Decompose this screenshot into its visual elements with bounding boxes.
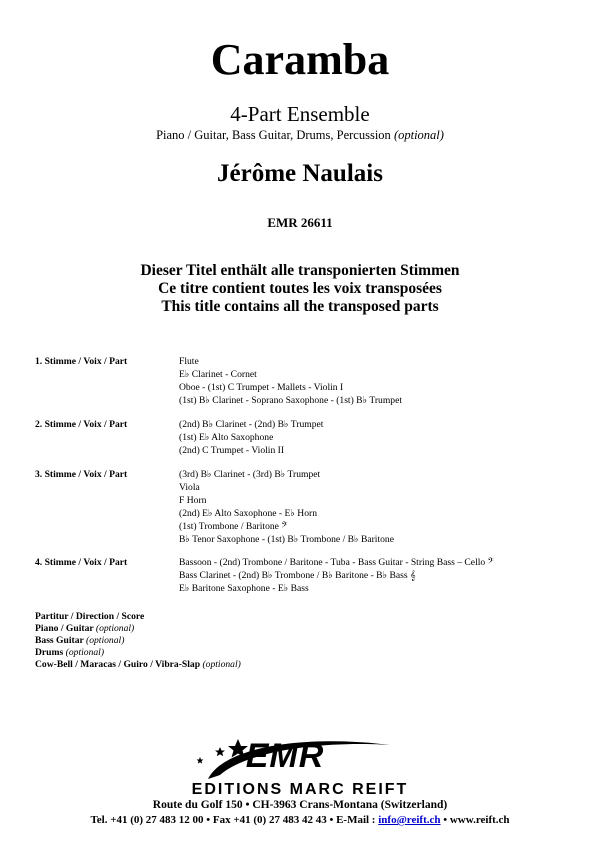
extra-note: (optional) [65,647,105,658]
instrument-line: Flute [179,356,199,367]
extra-item [35,635,241,647]
instrument-line: (3rd) B♭ Clarinet - (3rd) B♭ Trumpet [179,469,321,480]
instrument-line: Viola [179,482,200,493]
publisher-contact [0,813,600,827]
catalog-number: EMR 26611 [267,215,333,230]
instrument-line: Oboe - (1st) C Trumpet - Mallets - Violin I [179,382,344,393]
instrument-line: (2nd) C Trumpet - Violin II [179,445,285,456]
notice-german: Dieser Titel enthält alle transponierten Stimmen [140,262,460,279]
instrument-line: Bass Clarinet - (2nd) B♭ Trombone / B♭ Baritone - B♭ Bass 𝄞 [179,570,416,581]
instrument-line: E♭ Clarinet - Cornet [179,369,257,380]
instrument-line: (1st) B♭ Clarinet - Soprano Saxophone - (1st) B♭ Trumpet [179,395,403,406]
part-label: 2. Stimme / Voix / Part [35,419,128,430]
additional-parts [35,611,241,671]
extra-name: Bass Guitar [35,635,84,646]
extra-note: (optional) [95,623,135,634]
instrument-line: (1st) Trombone / Baritone 𝄢 [179,521,288,532]
publisher-brand: EDITIONS MARC REIFT [191,781,409,798]
website-text: • www.reift.ch [443,814,510,826]
instrumentation-main: Piano / Guitar, Bass Guitar, Drums, Percussion [156,128,391,142]
part-instruments [179,355,402,407]
extra-name: Partitur / Direction / Score [35,611,145,622]
part-label: 1. Stimme / Voix / Part [35,356,128,367]
transposition-notice [0,262,600,316]
instrument-line: E♭ Baritone Saxophone - E♭ Bass [179,583,309,594]
part-instruments [179,468,394,546]
part-instruments [179,418,323,457]
extra-note: (optional) [86,635,125,646]
extra-note: (optional) [202,659,241,670]
instrument-line: (2nd) E♭ Alto Saxophone - E♭ Horn [179,508,318,519]
extra-item [35,611,241,623]
composer: Jérôme Naulais [217,160,383,187]
extra-item [35,647,241,659]
publisher-address: Route du Golf 150 • CH-3963 Crans-Montana (Switzerland) [152,799,448,811]
extra-item [35,659,241,671]
instrumentation [0,127,600,143]
publisher-logo [150,735,450,807]
logo-emr-text: EMR [245,737,325,775]
contact-phone-fax: Tel. +41 (0) 27 483 12 00 • Fax +41 (0) 27 483 42 43 • E-Mail : [90,814,376,826]
email-link[interactable]: info@reift.ch [378,814,441,826]
extra-name: Drums [35,647,64,658]
title: Caramba [210,35,390,84]
instrument-line: (1st) E♭ Alto Saxophone [179,432,274,443]
part-instruments [179,556,494,595]
subtitle: 4-Part Ensemble [230,102,370,126]
part-label: 3. Stimme / Voix / Part [35,469,128,480]
notice-french: Ce titre contient toutes les voix transposées [158,280,442,297]
extra-item [35,623,241,635]
part-label: 4. Stimme / Voix / Part [35,557,128,568]
extra-name: Cow-Bell / Maracas / Guiro / Vibra-Slap [35,659,201,670]
instrument-line: B♭ Tenor Saxophone - (1st) B♭ Trombone / B♭ Baritone [179,534,394,545]
instrument-line: (2nd) B♭ Clarinet - (2nd) B♭ Trumpet [179,419,324,430]
instrument-line: Bassoon - (2nd) Trombone / Baritone - Tuba - Bass Guitar - String Bass – Cello 𝄢 [179,557,494,568]
notice-english: This title contains all the transposed parts [161,298,439,315]
instrumentation-optional: (optional) [393,128,444,142]
instrument-line: F Horn [179,495,207,506]
extra-name: Piano / Guitar [35,623,94,634]
